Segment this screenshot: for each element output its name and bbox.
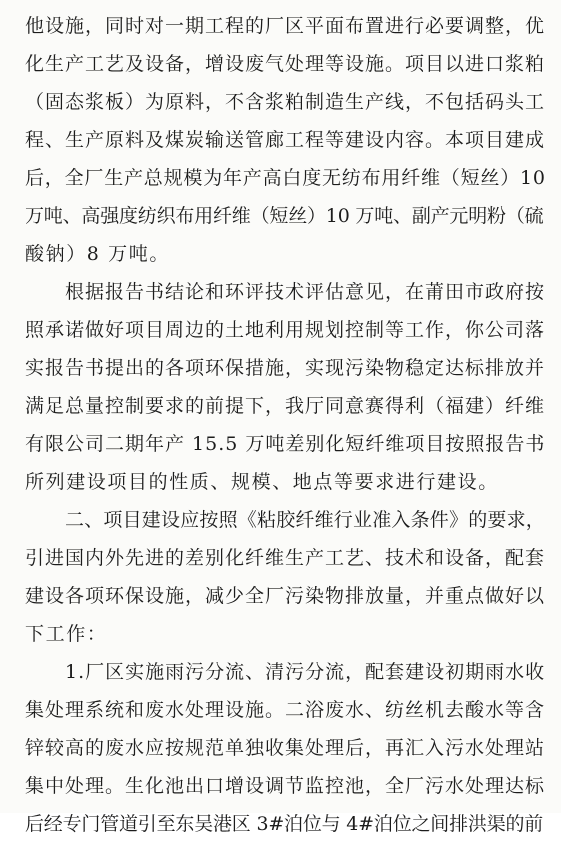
text-line-3: （固态浆板）为原料，不含浆粕制造生产线，不包括码头工 <box>25 91 546 113</box>
text-line-4: 程、生产原料及煤炭输送管廊工程等建设内容。本项目建成 <box>25 129 546 151</box>
text-line-16: 建设各项环保设施，减少全厂污染物排放量，并重点做好以 <box>25 585 546 607</box>
text-line-9: 照承诺做好项目周边的土地利用规划控制等工作，你公司落 <box>25 319 546 341</box>
text-line-17: 下工作： <box>25 623 108 645</box>
text-line-1: 他设施，同时对一期工程的厂区平面布置进行必要调整，优 <box>25 15 546 37</box>
text-line-15: 引进国内外先进的差别化纤维生产工艺、技术和设备，配套 <box>25 547 546 569</box>
text-line-14: 二、项目建设应按照《粘胶纤维行业准入条件》的要求， <box>65 509 546 531</box>
text-line-21: 集中处理。生化池出口增设调节监控池，全厂污水处理达标 <box>25 775 546 797</box>
text-line-12: 有限公司二期年产 15.5 万吨差别化短纤维项目按照报告书 <box>25 433 546 455</box>
text-line-19: 集处理系统和废水处理设施。二浴废水、纺丝机去酸水等含 <box>25 699 546 721</box>
text-line-11: 满足总量控制要求的前提下，我厅同意赛得利（福建）纤维 <box>25 395 546 417</box>
text-line-5: 后，全厂生产总规模为年产高白度无纺布用纤维（短丝）10 <box>25 167 546 189</box>
text-line-20: 锌较高的废水应按规范单独收集处理后，再汇入污水处理站 <box>25 737 546 759</box>
text-line-6: 万吨、高强度纺织布用纤维（短丝）10 万吨、副产元明粉（硫 <box>25 205 544 227</box>
text-line-7: 酸钠）8 万吨。 <box>25 243 170 265</box>
text-line-8: 根据报告书结论和环评技术评估意见，在莆田市政府按 <box>65 281 546 303</box>
text-line-2: 化生产工艺及设备，增设废气处理等设施。项目以进口浆粕 <box>25 53 546 75</box>
text-line-22: 后经专门管道引至东吴港区 3#泊位与 4#泊位之间排洪渠的前 <box>25 813 544 835</box>
text-line-18: 1.厂区实施雨污分流、清污分流，配套建设初期雨水收 <box>65 661 546 683</box>
text-line-13: 所列建设项目的性质、规模、地点等要求进行建设。 <box>25 471 499 493</box>
text-line-10: 实报告书提出的各项环保措施，实现污染物稳定达标排放并 <box>25 357 546 379</box>
